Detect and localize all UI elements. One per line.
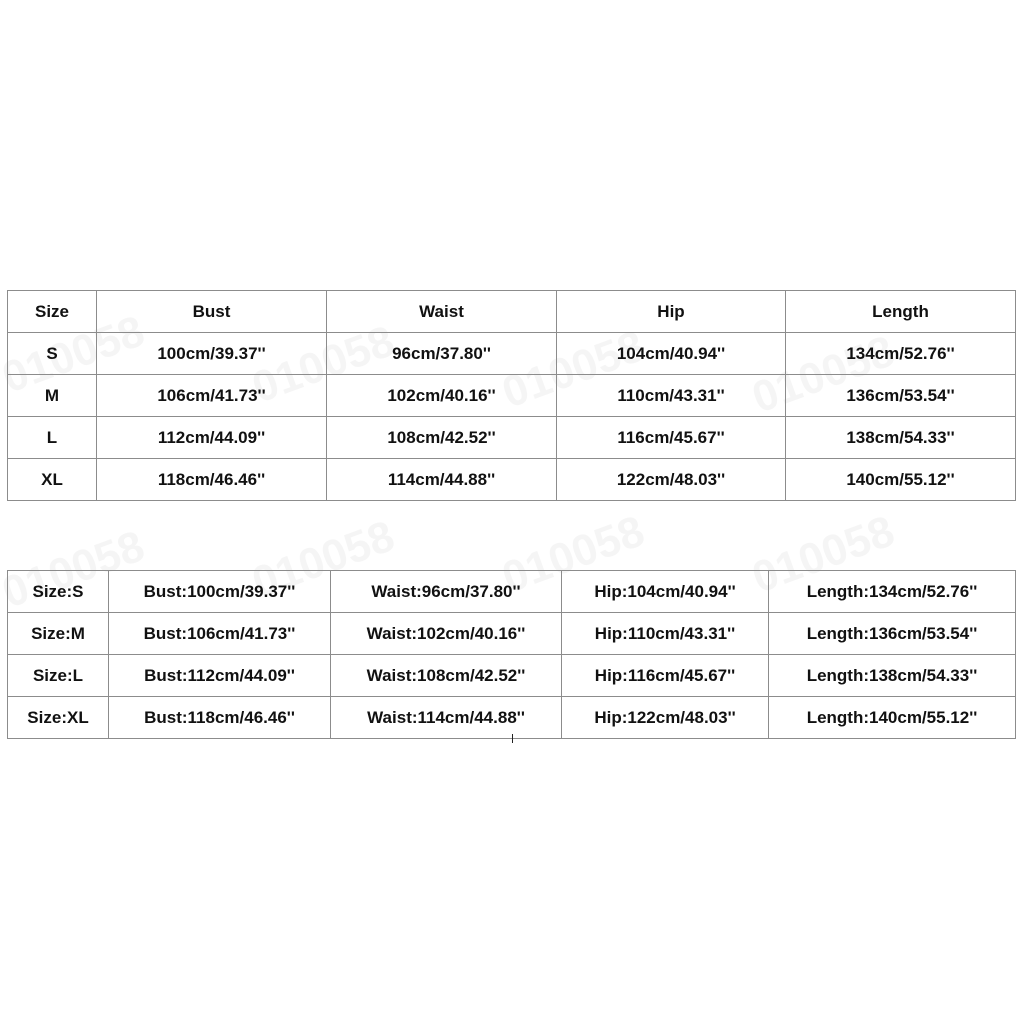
cell-waist: 102cm/40.16'' (327, 375, 557, 417)
cell-size: M (8, 375, 97, 417)
cell-hip: Hip:116cm/45.67'' (562, 655, 769, 697)
cell-hip: Hip:110cm/43.31'' (562, 613, 769, 655)
cell-bust: 112cm/44.09'' (97, 417, 327, 459)
cell-hip: Hip:104cm/40.94'' (562, 571, 769, 613)
cell-length: 134cm/52.76'' (786, 333, 1016, 375)
cell-waist: Waist:114cm/44.88'' (331, 697, 562, 739)
cell-waist: 96cm/37.80'' (327, 333, 557, 375)
size-chart-table-labeled (7, 570, 1016, 739)
cell-size: Size:XL (8, 697, 109, 739)
cell-hip: 104cm/40.94'' (557, 333, 786, 375)
table-row (8, 571, 1016, 613)
cell-bust: 100cm/39.37'' (97, 333, 327, 375)
table-row (8, 459, 1016, 501)
size-chart-table-columns (7, 290, 1016, 501)
cell-length: Length:140cm/55.12'' (769, 697, 1016, 739)
cell-length: 138cm/54.33'' (786, 417, 1016, 459)
cell-bust: 106cm/41.73'' (97, 375, 327, 417)
cell-length: 136cm/53.54'' (786, 375, 1016, 417)
header-hip: Hip (557, 291, 786, 333)
table-row (8, 333, 1016, 375)
cell-waist: 114cm/44.88'' (327, 459, 557, 501)
cell-bust: Bust:100cm/39.37'' (109, 571, 331, 613)
cell-size: XL (8, 459, 97, 501)
table-row (8, 613, 1016, 655)
cell-size: Size:M (8, 613, 109, 655)
cell-waist: Waist:102cm/40.16'' (331, 613, 562, 655)
table-row (8, 417, 1016, 459)
cell-length: 140cm/55.12'' (786, 459, 1016, 501)
header-length: Length (786, 291, 1016, 333)
table-row (8, 655, 1016, 697)
header-waist: Waist (327, 291, 557, 333)
cell-hip: 110cm/43.31'' (557, 375, 786, 417)
cell-size: L (8, 417, 97, 459)
cell-waist: 108cm/42.52'' (327, 417, 557, 459)
cell-waist: Waist:96cm/37.80'' (331, 571, 562, 613)
cell-length: Length:136cm/53.54'' (769, 613, 1016, 655)
header-bust: Bust (97, 291, 327, 333)
header-size: Size (8, 291, 97, 333)
cell-waist: Waist:108cm/42.52'' (331, 655, 562, 697)
table-row (8, 375, 1016, 417)
cell-hip: 122cm/48.03'' (557, 459, 786, 501)
cell-length: Length:134cm/52.76'' (769, 571, 1016, 613)
cell-hip: 116cm/45.67'' (557, 417, 786, 459)
table-header-row (8, 291, 1016, 333)
cell-hip: Hip:122cm/48.03'' (562, 697, 769, 739)
cell-bust: Bust:112cm/44.09'' (109, 655, 331, 697)
cell-bust: Bust:106cm/41.73'' (109, 613, 331, 655)
cell-length: Length:138cm/54.33'' (769, 655, 1016, 697)
cell-size: Size:L (8, 655, 109, 697)
cell-bust: Bust:118cm/46.46'' (109, 697, 331, 739)
cell-size: S (8, 333, 97, 375)
cell-size: Size:S (8, 571, 109, 613)
table-row (8, 697, 1016, 739)
text-cursor-mark (512, 734, 513, 743)
cell-bust: 118cm/46.46'' (97, 459, 327, 501)
